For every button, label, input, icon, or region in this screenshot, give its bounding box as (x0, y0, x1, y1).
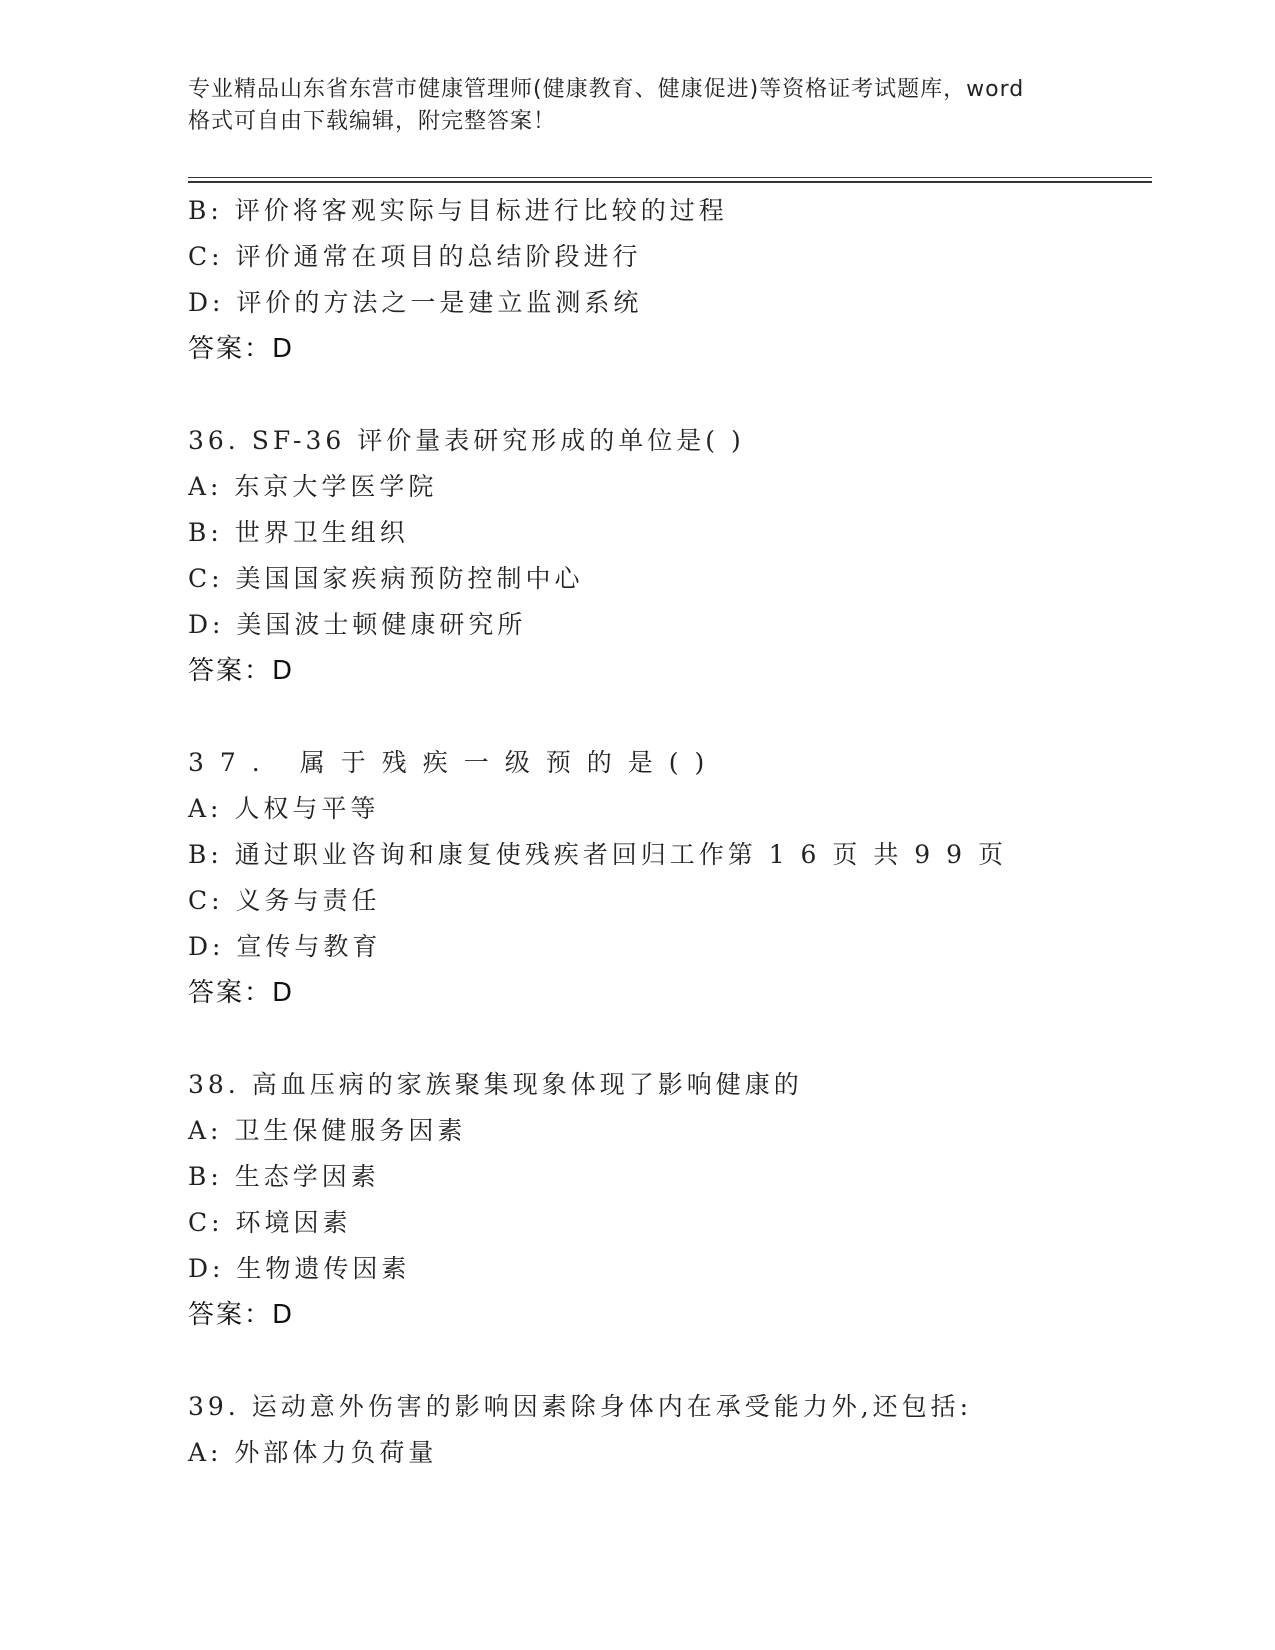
option-a: A: 卫生保健服务因素 (188, 1116, 467, 1145)
question-text: 37. 属于残疾一级预的是() (188, 748, 721, 777)
header-divider-thick (188, 181, 1152, 183)
option-b: B: 生态学因素 (188, 1162, 380, 1191)
question-list (188, 188, 1152, 1476)
question-36 (188, 418, 1152, 694)
option-d: D: 评价的方法之一是建立监测系统 (188, 288, 643, 317)
document-header (188, 74, 1088, 138)
option-d: D: 美国波士顿健康研究所 (188, 610, 527, 639)
option-d: D: 生物遗传因素 (188, 1254, 411, 1283)
header-line-2: 格式可自由下载编辑，附完整答案！ (188, 109, 557, 134)
option-a: A: 外部体力负荷量 (188, 1438, 438, 1467)
option-c: C: 评价通常在项目的总结阶段进行 (188, 242, 642, 271)
question-text: 36. SF-36 评价量表研究形成的单位是( ) (188, 426, 745, 455)
option-c: C: 美国国家疾病预防控制中心 (188, 564, 584, 593)
spacer (188, 1016, 1152, 1062)
answer-line: 答案：D (188, 1300, 295, 1330)
option-c: C: 环境因素 (188, 1208, 352, 1237)
question-37 (188, 740, 1152, 1016)
question-39 (188, 1384, 1152, 1476)
spacer (188, 694, 1152, 740)
option-b: B: 通过职业咨询和康复使残疾者回归工作第 1 6 页 共 9 9 页 (188, 840, 1007, 869)
header-divider-thin (188, 177, 1152, 178)
option-b: B: 世界卫生组织 (188, 518, 409, 547)
option-d: D: 宣传与教育 (188, 932, 382, 961)
option-a: A: 人权与平等 (188, 794, 380, 823)
option-c: C: 义务与责任 (188, 886, 381, 915)
question-text: 39. 运动意外伤害的影响因素除身体内在承受能力外,还包括: (188, 1392, 973, 1421)
header-line-1: 专业精品山东省东营市健康管理师(健康教育、健康促进)等资格证考试题库，word (188, 77, 1025, 102)
question-38 (188, 1062, 1152, 1338)
question-35-continued (188, 188, 1152, 372)
option-a: A: 东京大学医学院 (188, 472, 438, 501)
option-b: B: 评价将客观实际与目标进行比较的过程 (188, 196, 728, 225)
answer-line: 答案：D (188, 978, 295, 1008)
answer-line: 答案：D (188, 334, 295, 364)
answer-line: 答案：D (188, 656, 295, 686)
question-text: 38. 高血压病的家族聚集现象体现了影响健康的 (188, 1070, 803, 1099)
spacer (188, 372, 1152, 418)
spacer (188, 1338, 1152, 1384)
